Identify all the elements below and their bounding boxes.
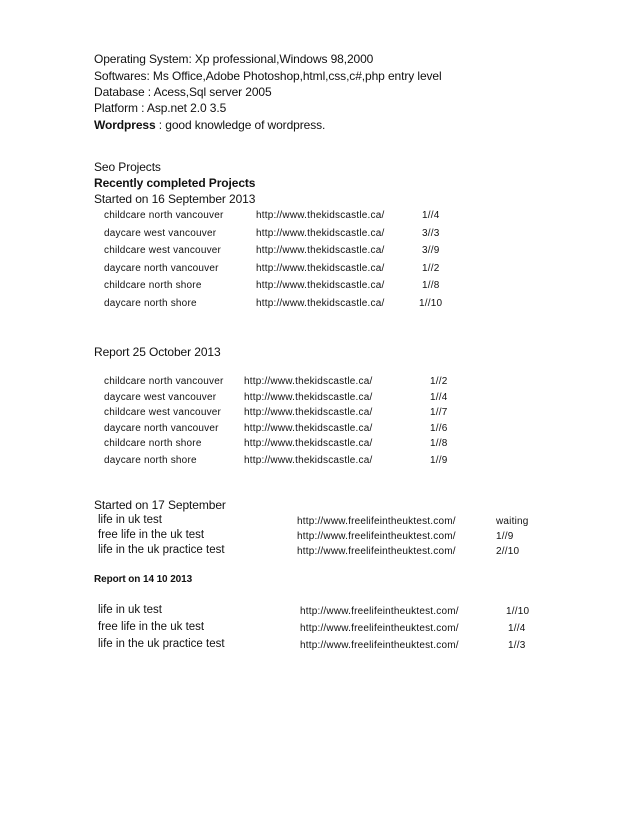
table-row-rank: 1//4	[430, 392, 448, 403]
os-line: Operating System: Xp professional,Windows 98,2000	[94, 52, 374, 66]
table-row-keyword: daycare west vancouver	[104, 228, 217, 239]
started-1: Started on 16 September 2013	[94, 192, 256, 206]
table-row-keyword: free life in the uk test	[98, 621, 205, 633]
table-row-url[interactable]: http://www.freelifeintheuktest.com/	[300, 606, 459, 617]
table-row-url[interactable]: http://www.thekidscastle.ca/	[256, 245, 385, 256]
table-row-keyword: life in the uk practice test	[98, 544, 225, 556]
table-row-url[interactable]: http://www.thekidscastle.ca/	[244, 392, 373, 403]
table-row-rank: waiting	[496, 516, 529, 527]
table-row-url[interactable]: http://www.thekidscastle.ca/	[256, 280, 385, 291]
table-row-keyword: childcare west vancouver	[104, 407, 222, 418]
software-line: Softwares: Ms Office,Adobe Photoshop,html,css,c#,php entry level	[94, 69, 442, 83]
table-row-keyword: daycare north vancouver	[104, 423, 219, 434]
table-row-url[interactable]: http://www.thekidscastle.ca/	[244, 455, 373, 466]
seo-title: Seo Projects	[94, 160, 161, 174]
platform-line: Platform : Asp.net 2.0 3.5	[94, 101, 227, 115]
report-2-title: Report on 14 10 2013	[94, 574, 193, 585]
table-row-url[interactable]: http://www.thekidscastle.ca/	[244, 438, 373, 449]
table-row-keyword: childcare north shore	[104, 280, 202, 291]
table-row-url[interactable]: http://www.freelifeintheuktest.com/	[300, 623, 459, 634]
table-row-keyword: life in uk test	[98, 514, 162, 526]
table-row-rank: 2//10	[496, 546, 520, 557]
table-row-keyword: daycare north shore	[104, 455, 197, 466]
database-line: Database : Acess,Sql server 2005	[94, 85, 272, 99]
table-row-url[interactable]: http://www.thekidscastle.ca/	[244, 376, 373, 387]
table-row-url[interactable]: http://www.freelifeintheuktest.com/	[300, 640, 459, 651]
table-row-keyword: daycare north shore	[104, 298, 197, 309]
table-row-keyword: life in the uk practice test	[98, 638, 225, 650]
table-row-rank: 1//9	[430, 455, 448, 466]
table-row-keyword: daycare north vancouver	[104, 263, 219, 274]
table-row-rank: 1//10	[506, 606, 530, 617]
table-row-url[interactable]: http://www.thekidscastle.ca/	[244, 423, 373, 434]
table-row-keyword: childcare north shore	[104, 438, 202, 449]
table-row-rank: 1//2	[422, 263, 440, 274]
table-row-keyword: free life in the uk test	[98, 529, 205, 541]
table-row-rank: 1//4	[508, 623, 526, 634]
recent-title: Recently completed Projects	[94, 176, 256, 190]
table-row-rank: 1//8	[422, 280, 440, 291]
table-row-url[interactable]: http://www.freelifeintheuktest.com/	[297, 516, 456, 527]
table-row-rank: 1//10	[419, 298, 443, 309]
table-row-url[interactable]: http://www.freelifeintheuktest.com/	[297, 531, 456, 542]
table-row-rank: 3//3	[422, 228, 440, 239]
table-row-rank: 1//2	[430, 376, 448, 387]
table-row-keyword: childcare north vancouver	[104, 210, 224, 221]
table-row-keyword: daycare west vancouver	[104, 392, 217, 403]
table-row-rank: 1//7	[430, 407, 448, 418]
table-row-keyword: childcare west vancouver	[104, 245, 222, 256]
table-row-rank: 1//4	[422, 210, 440, 221]
table-row-url[interactable]: http://www.thekidscastle.ca/	[256, 298, 385, 309]
table-row-url[interactable]: http://www.thekidscastle.ca/	[256, 263, 385, 274]
table-row-rank: 1//8	[430, 438, 448, 449]
wordpress-text: : good knowledge of wordpress.	[155, 118, 326, 132]
table-row-rank: 1//6	[430, 423, 448, 434]
table-row-url[interactable]: http://www.thekidscastle.ca/	[256, 210, 385, 221]
table-row-rank: 1//9	[496, 531, 514, 542]
table-row-keyword: childcare north vancouver	[104, 376, 224, 387]
wordpress-line	[94, 118, 325, 132]
table-row-keyword: life in uk test	[98, 604, 162, 616]
table-row-rank: 3//9	[422, 245, 440, 256]
table-row-url[interactable]: http://www.freelifeintheuktest.com/	[297, 546, 456, 557]
table-row-url[interactable]: http://www.thekidscastle.ca/	[256, 228, 385, 239]
started-2: Started on 17 September	[94, 498, 226, 512]
report-1-title: Report 25 October 2013	[94, 345, 221, 359]
wordpress-label: Wordpress	[94, 118, 156, 132]
table-row-rank: 1//3	[508, 640, 526, 651]
table-row-url[interactable]: http://www.thekidscastle.ca/	[244, 407, 373, 418]
